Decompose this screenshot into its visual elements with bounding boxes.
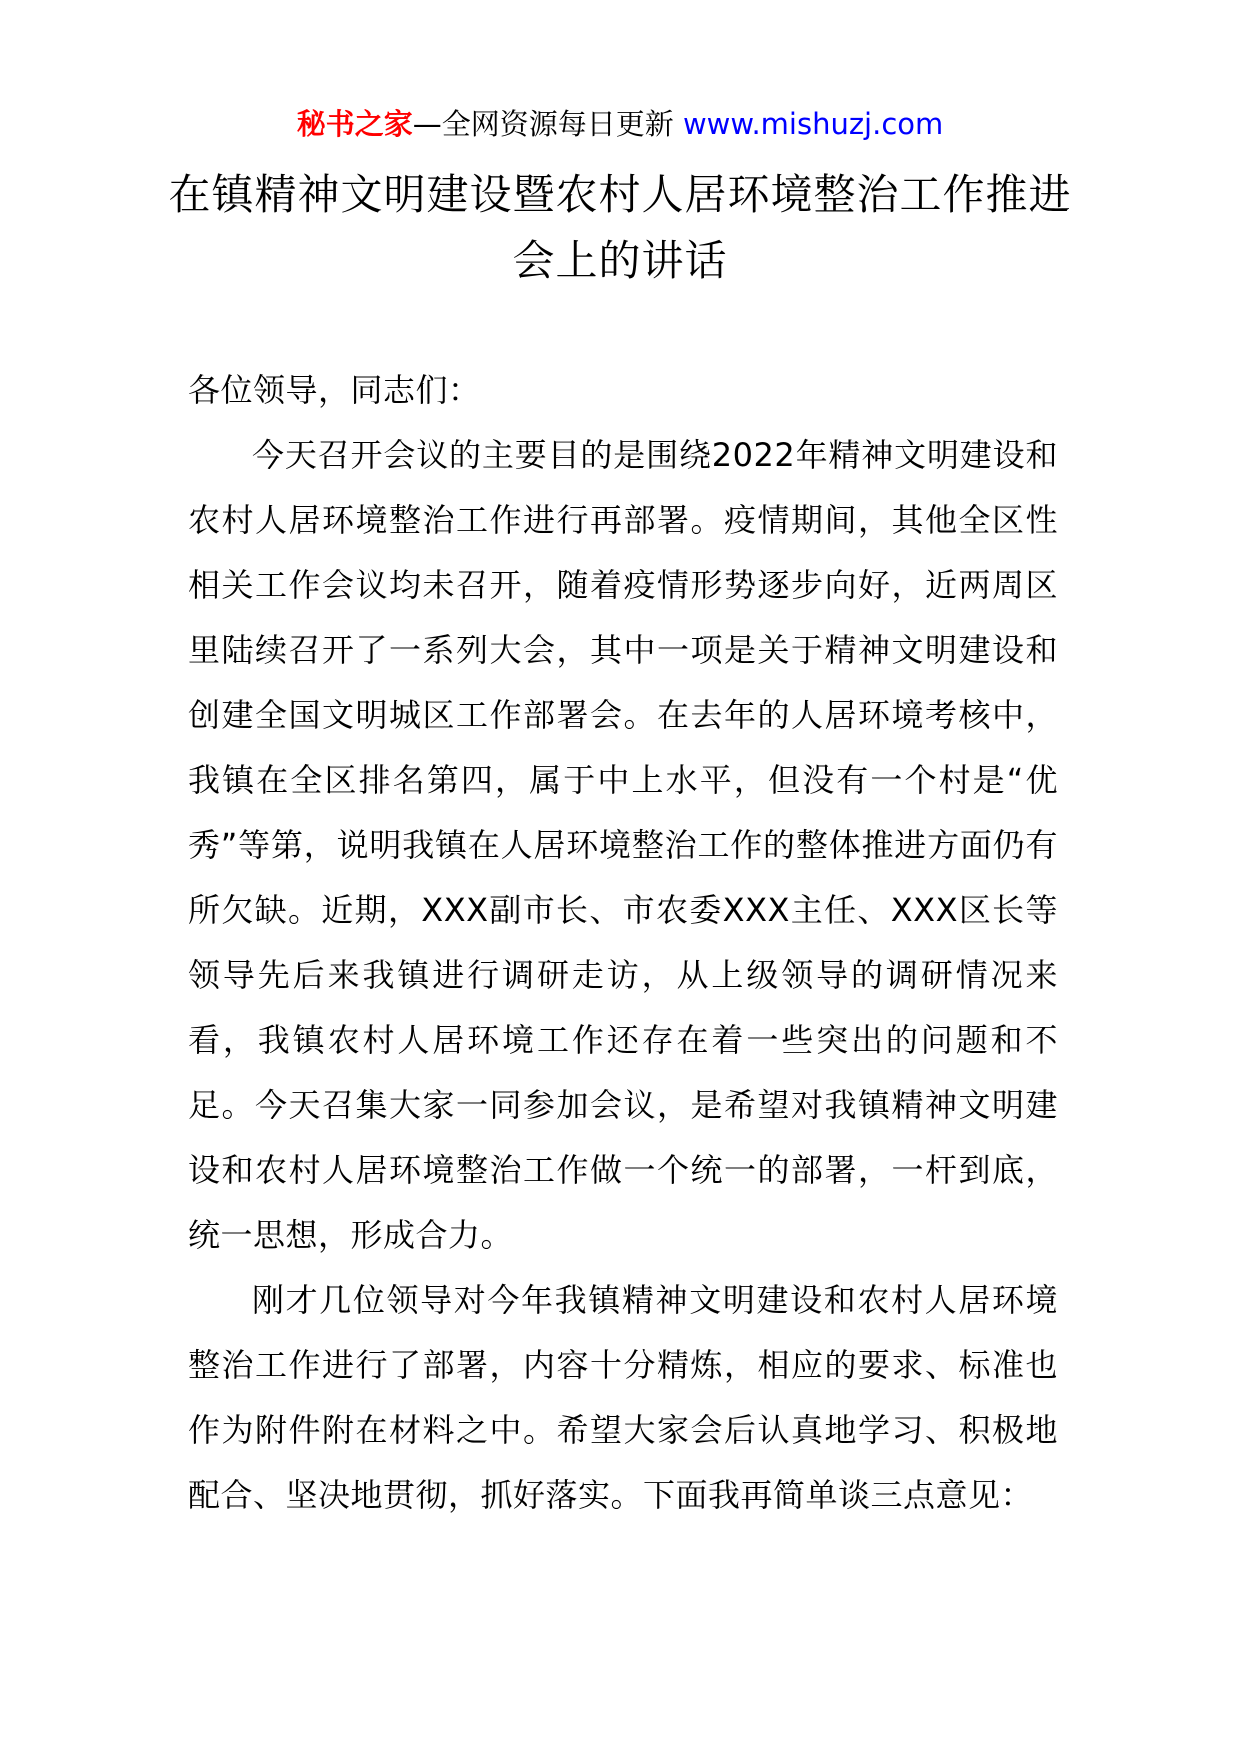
salutation: 各位领导，同志们： [188, 371, 481, 409]
website-link[interactable]: www.mishuzj.com [682, 107, 944, 141]
banner-tagline: —全网资源每日更新 [412, 107, 683, 141]
document-title: 在镇精神文明建设暨农村人居环境整治工作推进会上的讲话 [168, 170, 1072, 285]
brand-name: 秘书之家 [296, 107, 413, 141]
paragraph-1: 今天召开会议的主要目的是围绕2022年精神文明建设和农村人居环境整治工作进行再部署。疫情期间，其他全区性相关工作会议均未召开，随着疫情形势逐步向好，近两周区里陆续召开了一系列大会，其中一项是关于精神文明建设和创建全国文明城区工作部署会。在去年的人居环境考核中，我镇在全区排名第四，属于中上水平，但没有一个村是“优秀”等第，说明我镇在人居环境整治工作的整体推进方面仍有所欠缺。近期，XXX副市长、市农委XXX主任、XXX区长等领导先后来我镇进行调研走访，从上级领导的调研情况来看，我镇农村人居环境工作还存在着一些突出的问题和不足。今天召集大家一同参加会议，是希望对我镇精神文明建设和农村人居环境整治工作做一个统一的部署，一杆到底，统一思想，形成合力。 [188, 436, 1058, 1254]
site-banner [0, 102, 1240, 146]
document-body [188, 358, 1058, 1528]
paragraph-2: 刚才几位领导对今年我镇精神文明建设和农村人居环境整治工作进行了部署，内容十分精炼，相应的要求、标准也作为附件附在材料之中。希望大家会后认真地学习、积极地配合、坚决地贯彻，抓好落实。下面我再简单谈三点意见： [188, 1281, 1058, 1514]
